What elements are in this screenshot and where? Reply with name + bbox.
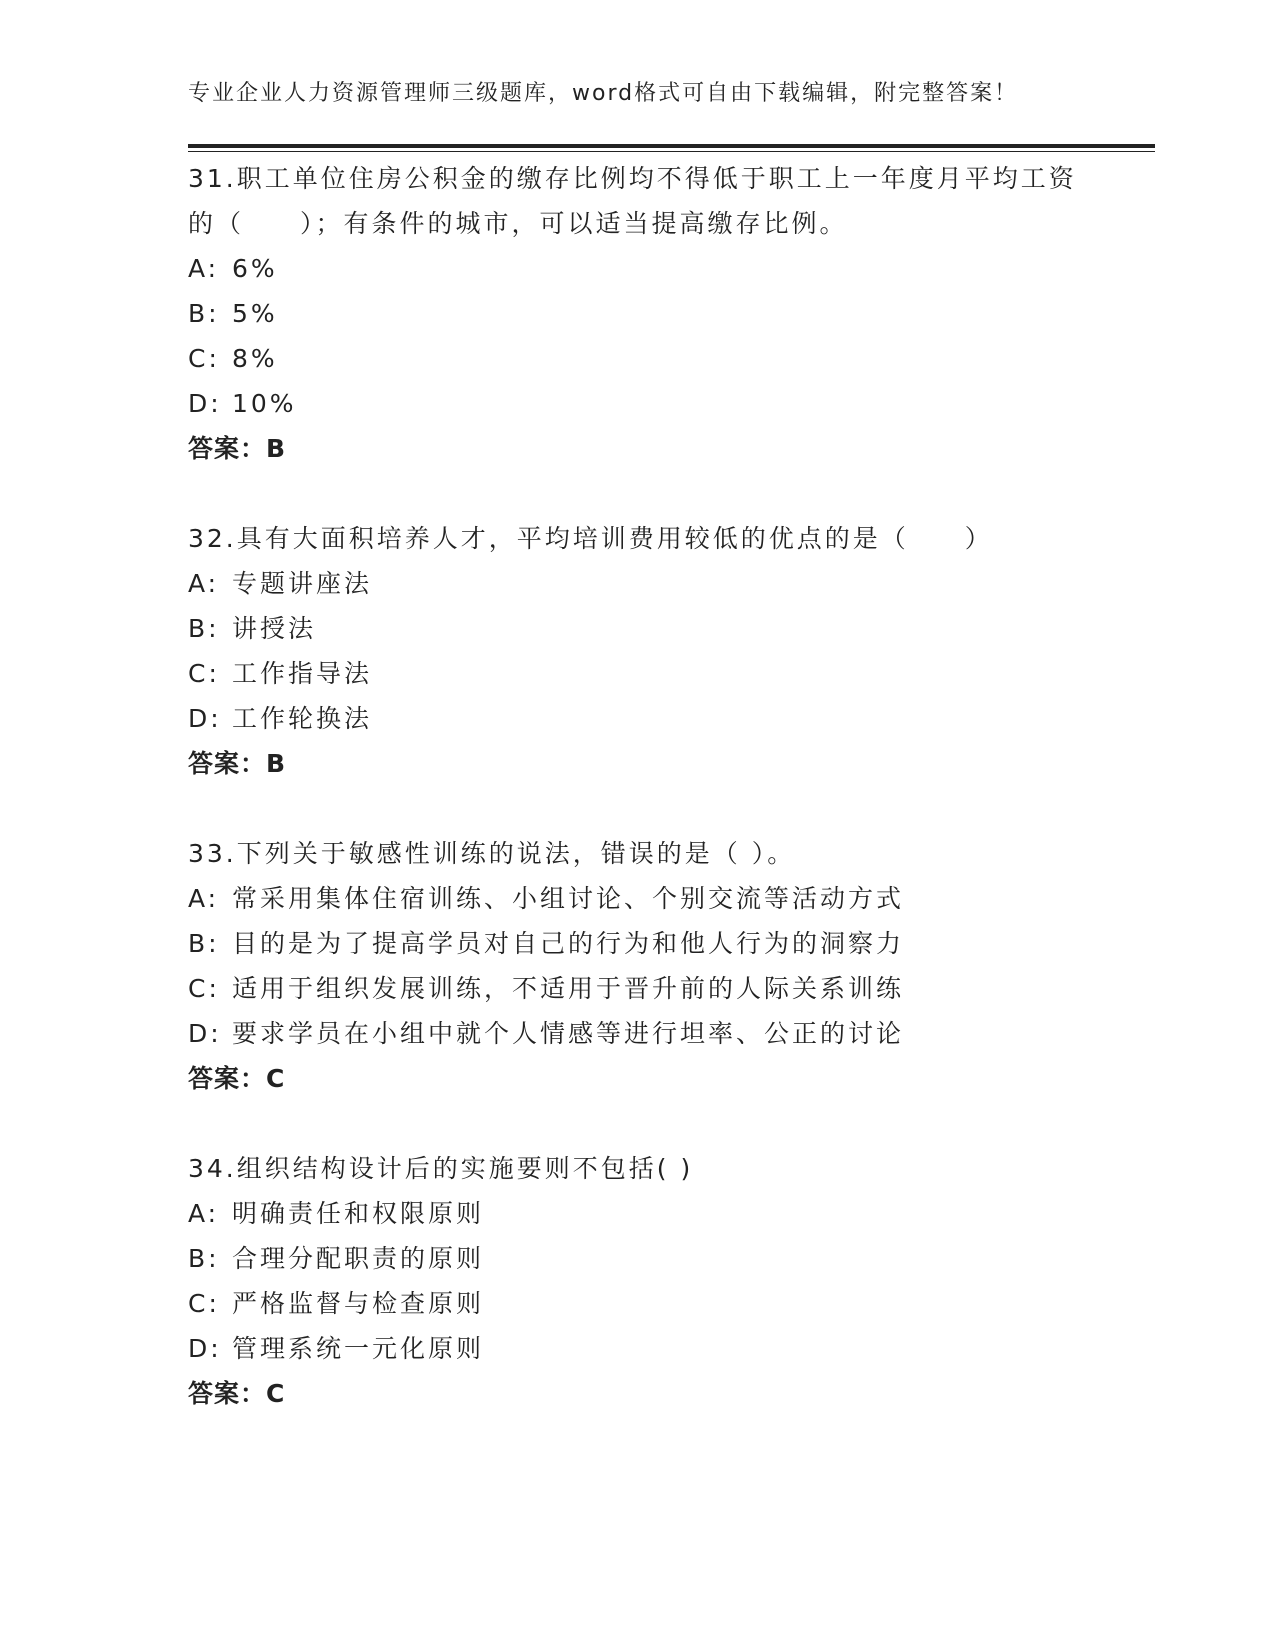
question-stem: 31.职工单位住房公积金的缴存比例均不得低于职工上一年度月平均工资的（ ）；有条件的城市，可以适当提高缴存比例。 — [188, 164, 1077, 238]
option-c — [188, 1281, 1148, 1326]
option-text: 目的是为了提高学员对自己的行为和他人行为的洞察力 — [232, 929, 905, 958]
option-letter: A: — [188, 1199, 220, 1228]
option-text: 明确责任和权限原则 — [232, 1199, 485, 1228]
option-letter: B: — [188, 299, 220, 328]
option-letter: C: — [188, 659, 220, 688]
option-letter: A: — [188, 569, 220, 598]
answer: 答案：B — [188, 749, 287, 778]
option-text: 工作指导法 — [232, 659, 373, 688]
header-rule-thin — [188, 151, 1155, 152]
option-letter: A: — [188, 884, 220, 913]
option-letter: C: — [188, 974, 220, 1003]
option-letter: B: — [188, 1244, 220, 1273]
page-header: 专业企业人力资源管理师三级题库，word格式可自由下载编辑，附完整答案！ — [188, 81, 1019, 106]
option-b — [188, 921, 1148, 966]
option-letter: A: — [188, 254, 220, 283]
answer: 答案：B — [188, 434, 287, 463]
answer: 答案：C — [188, 1064, 286, 1093]
question-list — [188, 156, 1148, 1416]
option-text: 8% — [232, 344, 278, 373]
option-c — [188, 336, 1148, 381]
option-letter: C: — [188, 1289, 220, 1318]
option-a — [188, 1191, 1148, 1236]
question-34 — [188, 1146, 1148, 1416]
question-31 — [188, 156, 1148, 471]
question-stem: 34.组织结构设计后的实施要则不包括( ) — [188, 1154, 694, 1183]
option-a — [188, 246, 1148, 291]
option-a — [188, 561, 1148, 606]
option-d — [188, 1326, 1148, 1371]
option-text: 6% — [232, 254, 278, 283]
option-b — [188, 1236, 1148, 1281]
option-letter: B: — [188, 929, 220, 958]
option-c — [188, 966, 1148, 1011]
option-text: 常采用集体住宿训练、小组讨论、个别交流等活动方式 — [232, 884, 905, 913]
spacer — [188, 1101, 1148, 1146]
option-letter: D: — [188, 1334, 222, 1363]
option-d — [188, 381, 1148, 426]
option-text: 讲授法 — [232, 614, 317, 643]
question-stem: 32.具有大面积培养人才，平均培训费用较低的优点的是（ ） — [188, 524, 993, 553]
option-text: 合理分配职责的原则 — [232, 1244, 485, 1273]
spacer — [188, 786, 1148, 831]
option-text: 5% — [232, 299, 278, 328]
option-d — [188, 696, 1148, 741]
question-stem: 33.下列关于敏感性训练的说法，错误的是（ ）。 — [188, 839, 796, 868]
header-rule-thick — [188, 144, 1155, 148]
option-text: 适用于组织发展训练，不适用于晋升前的人际关系训练 — [232, 974, 905, 1003]
option-a — [188, 876, 1148, 921]
option-text: 10% — [232, 389, 297, 418]
option-text: 专题讲座法 — [232, 569, 373, 598]
option-d — [188, 1011, 1148, 1056]
option-text: 管理系统一元化原则 — [232, 1334, 485, 1363]
option-letter: C: — [188, 344, 220, 373]
option-letter: D: — [188, 704, 222, 733]
spacer — [188, 471, 1148, 516]
question-32 — [188, 516, 1148, 786]
option-letter: B: — [188, 614, 220, 643]
question-33 — [188, 831, 1148, 1101]
answer: 答案：C — [188, 1379, 286, 1408]
option-text: 严格监督与检查原则 — [232, 1289, 485, 1318]
option-text: 工作轮换法 — [232, 704, 373, 733]
option-b — [188, 291, 1148, 336]
option-b — [188, 606, 1148, 651]
option-c — [188, 651, 1148, 696]
option-text: 要求学员在小组中就个人情感等进行坦率、公正的讨论 — [232, 1019, 905, 1048]
option-letter: D: — [188, 389, 222, 418]
option-letter: D: — [188, 1019, 222, 1048]
